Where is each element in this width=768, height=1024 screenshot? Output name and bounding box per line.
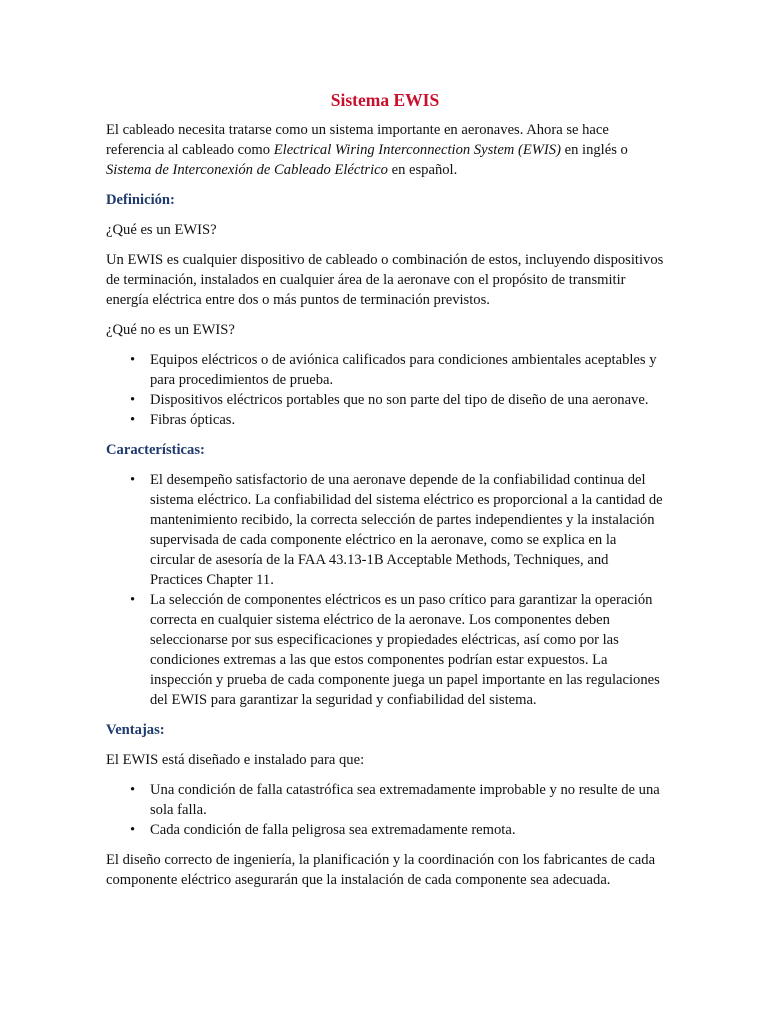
- page-title: Sistema EWIS: [330, 90, 440, 110]
- answer-what-is: Un EWIS es cualquier dispositivo de cableado o combinación de estos, incluyendo dispositivos de terminación, instalados en cualquier área de la aeronave con el propósito de transmitir energía eléctrica entre dos o más puntos de terminación previstos.: [106, 252, 664, 308]
- list-item: • El desempeño satisfactorio de una aeronave depende de la confiabilidad continua del sistema eléctrico. La confiabilidad del sistema eléctrico es proporcional a la cantidad de mantenimiento recibido, la correcta selección de partes independientes y la instalación supervisada de cada componente eléctrico en la aeronave, como se explica en la circular de asesoría de la FAA 43.13-1B Acceptable Methods, Techniques, and Practices Chapter 11.: [130, 472, 663, 588]
- list-caracteristicas: [106, 470, 664, 710]
- ventajas-lead: El EWIS está diseñado e instalado para que:: [106, 752, 365, 768]
- bullet-icon: •: [130, 392, 136, 408]
- bullet-icon: •: [130, 782, 136, 798]
- list-not-ewis: [106, 350, 664, 430]
- intro-paragraph: El cableado necesita tratarse como un sistema importante en aeronaves. Ahora se hace referencia al cableado como Electrical Wiring Interconnection System (EWIS) en inglés o Sistema de Interconexión de Cableado Eléctrico en español.: [106, 122, 628, 178]
- bullet-icon: •: [130, 592, 136, 608]
- question-what-is: ¿Qué es un EWIS?: [106, 222, 217, 238]
- closing-paragraph: El diseño correcto de ingeniería, la planificación y la coordinación con los fabricantes de cada componente eléctrico asegurarán que la instalación de cada componente sea adecuada.: [106, 852, 656, 888]
- list-item: • Cada condición de falla peligrosa sea extremadamente remota.: [130, 822, 516, 838]
- bullet-icon: •: [130, 352, 136, 368]
- heading-definicion: Definición:: [106, 192, 175, 208]
- intro-spanish-term: Sistema de Interconexión de Cableado Eléctrico: [106, 162, 388, 178]
- intro-english-term: Electrical Wiring Interconnection System (EWIS): [273, 142, 561, 158]
- bullet-icon: •: [130, 412, 136, 428]
- bullet-icon: •: [130, 472, 136, 488]
- list-item: • Dispositivos eléctricos portables que no son parte del tipo de diseño de una aeronave.: [130, 392, 649, 408]
- heading-caracteristicas: Características:: [106, 442, 205, 458]
- list-item: • Equipos eléctricos o de aviónica calificados para condiciones ambientales aceptables y para procedimientos de prueba.: [130, 352, 657, 388]
- list-item: • Una condición de falla catastrófica sea extremadamente improbable y no resulte de una sola falla.: [130, 782, 660, 818]
- bullet-icon: •: [130, 822, 136, 838]
- question-what-is-not: ¿Qué no es un EWIS?: [106, 322, 235, 338]
- list-item: • La selección de componentes eléctricos es un paso crítico para garantizar la operación correcta en cualquier sistema eléctrico de la aeronave. Los componentes deben seleccionarse por sus especificaciones y propiedades eléctricas, así como por las condiciones extremas a las que estos componentes podrían estar expuestos. La inspección y prueba de cada componente juega un papel importante en las regulaciones del EWIS para garantizar la seguridad y confiabilidad del sistema.: [130, 592, 660, 708]
- list-item: • Fibras ópticas.: [130, 412, 236, 428]
- list-ventajas: [106, 780, 664, 840]
- heading-ventajas: Ventajas:: [106, 722, 165, 738]
